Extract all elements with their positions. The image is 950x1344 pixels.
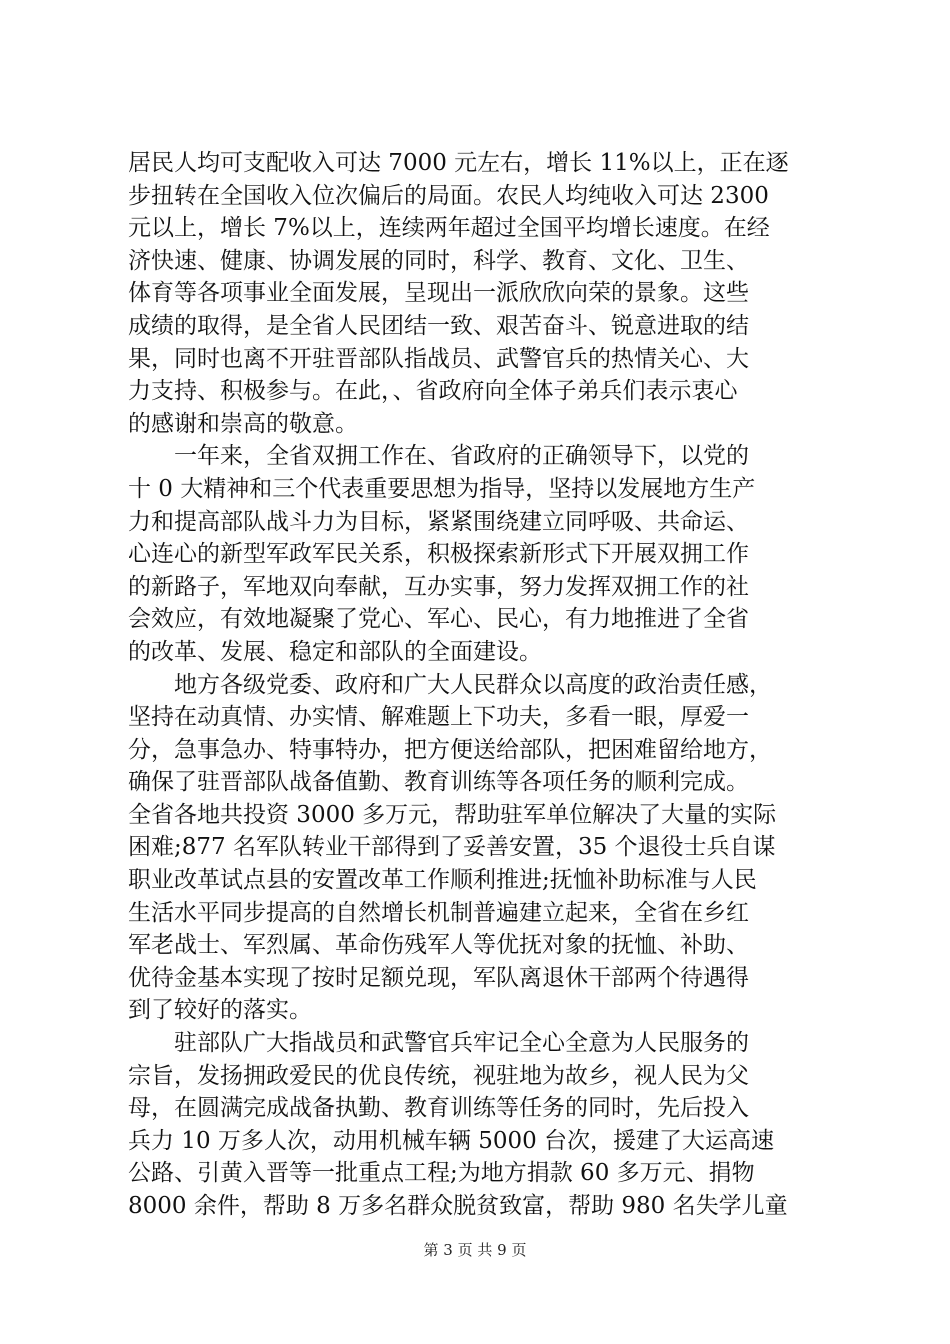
body-text <box>128 147 828 1223</box>
text-line: 全省各地共投资 3000 多万元，帮助驻军单位解决了大量的实际 <box>128 801 777 828</box>
text-line: 军老战士、军烈属、革命伤残军人等优抚对象的抚恤、补助、 <box>128 932 749 959</box>
text-line: 确保了驻晋部队战备值勤、教育训练等各项任务的顺利完成。 <box>128 769 749 796</box>
text-line: 地方各级党委、政府和广大人民群众以高度的政治责任感， <box>128 671 772 698</box>
text-line: 坚持在动真情、办实情、解难题上下功夫，多看一眼，厚爱一 <box>128 704 749 731</box>
text-line: 的改革、发展、稳定和部队的全面建设。 <box>128 638 542 665</box>
text-line: 母，在圆满完成战备执勤、教育训练等任务的同时，先后投入 <box>128 1095 749 1122</box>
text-line: 心连心的新型军政军民关系，积极探索新形式下开展双拥工作 <box>128 541 749 568</box>
text-line: 步扭转在全国收入位次偏后的局面。农民人均纯收入可达 2300 <box>128 182 769 209</box>
text-line: 的新路子，军地双向奉献，互办实事，努力发挥双拥工作的社 <box>128 573 749 600</box>
page-number: 第 3 页 共 9 页 <box>423 1241 527 1259</box>
page-footer <box>0 1240 950 1260</box>
text-line: 元以上，增长 7%以上，连续两年超过全国平均增长速度。在经 <box>128 215 770 242</box>
text-line: 生活水平同步提高的自然增长机制普遍建立起来，全省在乡红 <box>128 899 749 926</box>
text-line: 的感谢和崇高的敬意。 <box>128 410 358 437</box>
text-line: 兵力 10 万多人次，动用机械车辆 5000 台次，援建了大运高速 <box>128 1127 775 1154</box>
text-line: 居民人均可支配收入可达 7000 元左右，增长 11%以上，正在逐 <box>128 150 789 176</box>
text-line: 一年来，全省双拥工作在、省政府的正确领导下，以党的 <box>128 443 749 470</box>
text-line: 8000 余件，帮助 8 万多名群众脱贫致富，帮助 980 名失学儿童 <box>128 1193 788 1219</box>
text-line: 驻部队广大指战员和武警官兵牢记全心全意为人民服务的 <box>128 1030 749 1057</box>
text-line: 成绩的取得，是全省人民团结一致、艰苦奋斗、锐意进取的结 <box>128 312 749 339</box>
text-line: 会效应，有效地凝聚了党心、军心、民心，有力地推进了全省 <box>128 606 749 633</box>
text-line: 十 0 大精神和三个代表重要思想为指导，坚持以发展地方生产 <box>128 475 756 502</box>
text-line: 分，急事急办、特事特办，把方便送给部队，把困难留给地方， <box>128 736 772 763</box>
text-line: 困难;877 名军队转业干部得到了妥善安置，35 个退役士兵自谋 <box>128 834 776 861</box>
text-line: 到了较好的落实。 <box>128 997 312 1024</box>
text-line: 力和提高部队战斗力为目标，紧紧围绕建立同呼吸、共命运、 <box>128 508 749 535</box>
text-line: 体育等各项事业全面发展，呈现出一派欣欣向荣的景象。这些 <box>128 280 749 307</box>
text-line: 优待金基本实现了按时足额兑现，军队离退休干部两个待遇得 <box>128 964 749 991</box>
text-line: 公路、引黄入晋等一批重点工程;为地方捐款 60 多万元、捐物 <box>128 1160 755 1187</box>
text-line: 宗旨，发扬拥政爱民的优良传统，视驻地为故乡，视人民为父 <box>128 1062 749 1089</box>
text-line: 力支持、积极参与。在此，、省政府向全体子弟兵们表示衷心 <box>128 378 738 405</box>
text-line: 职业改革试点县的安置改革工作顺利推进;抚恤补助标准与人民 <box>128 867 757 894</box>
text-line: 济快速、健康、协调发展的同时，科学、教育、文化、卫生、 <box>128 247 749 274</box>
text-line: 果，同时也离不开驻晋部队指战员、武警官兵的热情关心、大 <box>128 345 749 372</box>
